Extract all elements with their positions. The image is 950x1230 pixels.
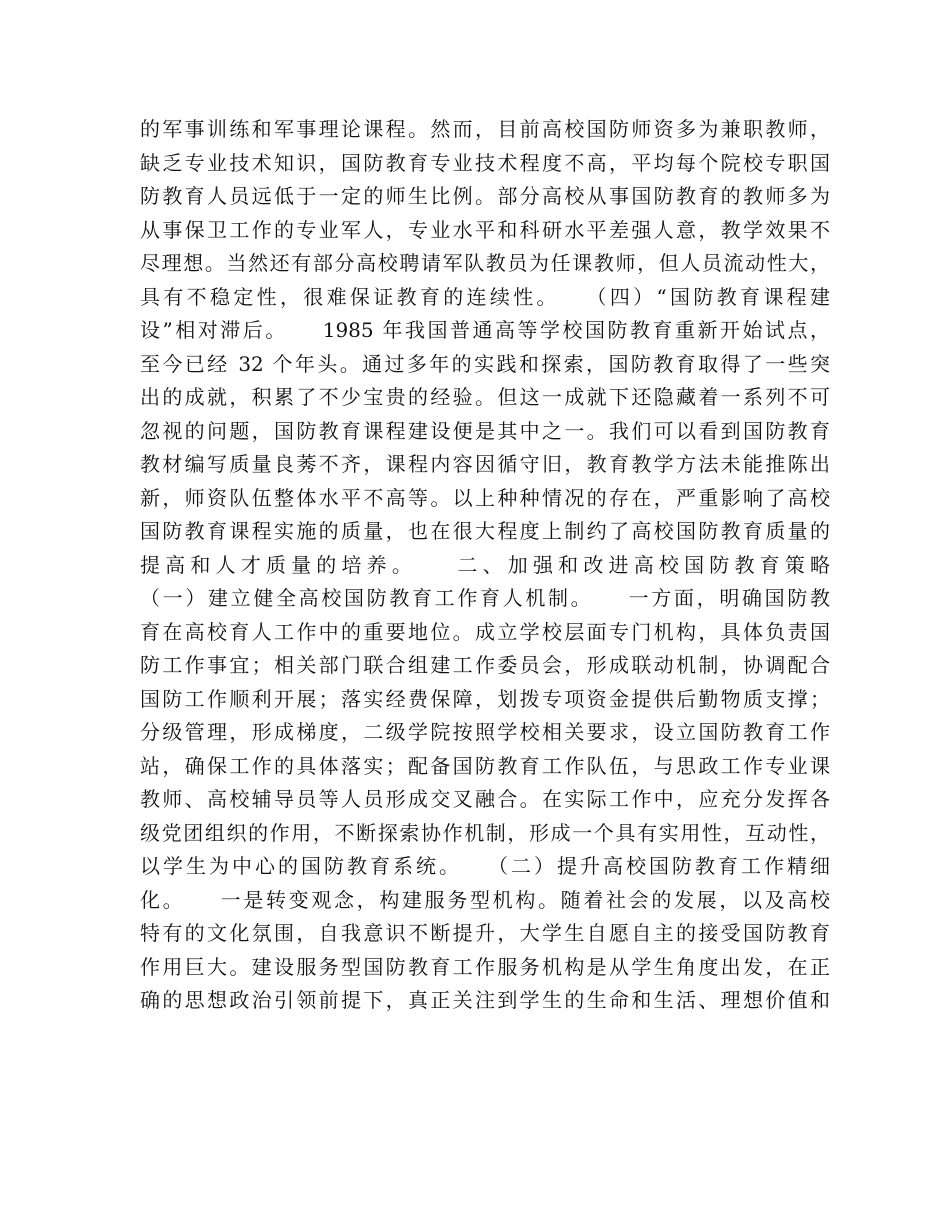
text-line: 防教育人员远低于一定的师生比例。部分高校从事国防教育的教师多为: [140, 184, 830, 208]
text-line: 以学生为中心的国防教育系统。 （二）提升高校国防教育工作精细: [140, 854, 830, 878]
text-line: 从事保卫工作的专业军人，专业水平和科研水平差强人意，教学效果不: [140, 217, 830, 242]
text-line: 分级管理，形成梯度，二级学院按照学校相关要求，设立国防教育工作: [140, 720, 830, 744]
text-line: 级党团组织的作用，不断探索协作机制，形成一个具有实用性，互动性，: [140, 820, 830, 845]
text-line: 化。 一是转变观念，构建服务型机构。随着社会的发展，以及高校: [140, 887, 830, 912]
text-line: 作用巨大。建设服务型国防教育工作服务机构是从学生角度出发，在正: [140, 954, 830, 979]
text-line: 新，师资队伍整体水平不高等。以上种种情况的存在，严重影响了高校: [140, 485, 830, 510]
text-line: 缺乏专业技术知识，国防教育专业技术程度不高，平均每个院校专职国: [140, 150, 830, 175]
text-line: 至今已经 32 个年头。通过多年的实践和探索，国防教育取得了一些突: [140, 351, 830, 376]
text-line: 尽理想。当然还有部分高校聘请军队教员为任课教师，但人员流动性大，: [140, 251, 830, 275]
text-line: 的军事训练和军事理论课程。然而，目前高校国防师资多为兼职教师，: [140, 117, 830, 141]
body-text: [140, 113, 830, 1018]
text-line: 育在高校育人工作中的重要地位。成立学校层面专门机构，具体负责国: [140, 619, 830, 644]
text-line: 具有不稳定性，很难保证教育的连续性。 （四）“国防教育课程建: [140, 284, 830, 309]
text-line: 教材编写质量良莠不齐，课程内容因循守旧，教育教学方法未能推陈出: [140, 452, 830, 476]
text-line: 设”相对滞后。 1985 年我国普通高等学校国防教育重新开始试点，: [140, 318, 830, 342]
text-line: 国防教育课程实施的质量，也在很大程度上制约了高校国防教育质量的: [140, 519, 830, 543]
text-line: 站，确保工作的具体落实；配备国防教育工作队伍，与思政工作专业课: [140, 753, 830, 778]
text-line: （一）建立健全高校国防教育工作育人机制。 一方面，明确国防教: [140, 586, 830, 610]
text-line: 特有的文化氛围，自我意识不断提升，大学生自愿自主的接受国防教育: [140, 921, 830, 945]
text-line: 提高和人才质量的培养。 二、加强和改进高校国防教育策略: [140, 552, 830, 577]
text-line: 国防工作顺利开展；落实经费保障，划拨专项资金提供后勤物质支撑；: [140, 686, 830, 711]
text-line: 确的思想政治引领前提下，真正关注到学生的生命和生活、理想价值和: [140, 988, 830, 1012]
text-line: 教师、高校辅导员等人员形成交叉融合。在实际工作中，应充分发挥各: [140, 787, 830, 811]
text-line: 出的成就，积累了不少宝贵的经验。但这一成就下还隐藏着一系列不可: [140, 385, 830, 409]
text-line: 忽视的问题，国防教育课程建设便是其中之一。我们可以看到国防教育: [140, 418, 830, 443]
text-line: 防工作事宜；相关部门联合组建工作委员会，形成联动机制，协调配合: [140, 653, 830, 677]
